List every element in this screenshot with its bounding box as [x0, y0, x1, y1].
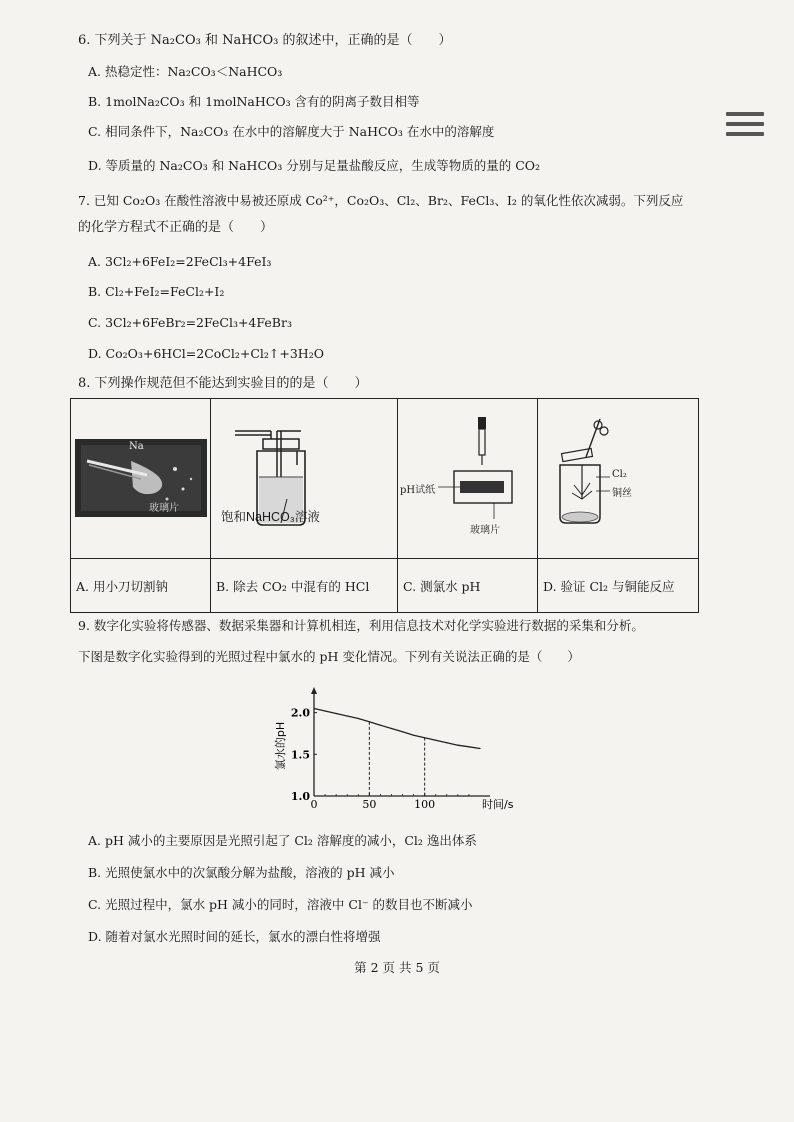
data-point	[336, 713, 337, 714]
q8-image-c-ph-label: pH试纸	[400, 485, 436, 496]
q7-option-a: A. 3Cl₂+6FeI₂=2FeCl₃+4FeI₃	[88, 254, 272, 269]
ph-chart	[268, 684, 514, 814]
q9-stem-line1: 9. 数字化实验将传感器、数据采集器和计算机相连，利用信息技术对化学实验进行数据的采集和分析。	[78, 618, 644, 633]
q8-image-a-na-label: Na	[129, 441, 144, 452]
x-tick-label: 0	[310, 798, 318, 811]
x-axis-label: 时间/s	[482, 798, 514, 811]
data-point	[457, 745, 458, 746]
y-tick-label: 2.0	[290, 706, 310, 720]
q8-image-d	[538, 399, 698, 558]
q6-stem: 6. 下列关于 Na₂CO₃ 和 NaHCO₃ 的叙述中，正确的是（ ）	[78, 33, 452, 48]
q8-image-c-cell	[398, 399, 538, 559]
y-axis-label: 氯水的pH	[274, 721, 287, 771]
q8-image-a-plate-label: 玻璃片	[149, 503, 179, 514]
hamburger-menu-icon[interactable]	[726, 112, 764, 144]
q8-caption-d: D. 验证 Cl₂ 与铜能反应	[538, 559, 699, 613]
q9-option-d: D. 随着对氯水光照时间的延长，氯水的漂白性将增强	[88, 929, 381, 944]
q7-option-d: D. Co₂O₃+6HCl=2CoCl₂+Cl₂↑+3H₂O	[88, 346, 324, 361]
ph-series-line	[314, 709, 480, 749]
data-point	[380, 725, 381, 726]
q9-stem-line2: 下图是数字化实验得到的光照过程中氯水的 pH 变化情况。下列有关说法正确的是（ ）	[78, 649, 580, 664]
q7-stem-line1: 7. 已知 Co₂O₃ 在酸性溶液中易被还原成 Co²⁺，Co₂O₃、Cl₂、Br₂、FeCl₃、I₂ 的氧化性依次减弱。下列反应	[78, 193, 684, 208]
q8-image-a-cell	[71, 399, 211, 559]
q9-option-c: C. 光照过程中，氯水 pH 减小的同时，溶液中 Cl⁻ 的数目也不断减小	[88, 897, 473, 912]
data-point	[358, 718, 359, 719]
q8-experiment-table	[70, 398, 699, 613]
x-tick-label: 100	[414, 798, 436, 811]
data-point	[479, 748, 480, 749]
q8-image-b	[211, 399, 397, 558]
q9-option-a: A. pH 减小的主要原因是光照引起了 Cl₂ 溶解度的减小，Cl₂ 逸出体系	[88, 833, 477, 848]
ph-chart-svg	[268, 684, 514, 814]
q8-caption-b: B. 除去 CO₂ 中混有的 HCl	[211, 559, 398, 613]
q8-caption-a: A. 用小刀切割钠	[71, 559, 211, 613]
q8-image-d-cell	[538, 399, 699, 559]
q8-image-b-cell	[211, 399, 398, 559]
data-point	[435, 740, 436, 741]
q7-stem-line2: 的化学方程式不正确的是（ ）	[78, 220, 274, 235]
x-tick-label: 50	[362, 798, 377, 811]
data-point	[424, 737, 425, 738]
q6-option-a: A. 热稳定性：Na₂CO₃＜NaHCO₃	[88, 64, 283, 79]
page-footer: 第 2 页 共 5 页	[354, 960, 440, 975]
q8-image-d-cl2-label: Cl₂	[612, 469, 627, 480]
data-point	[413, 735, 414, 736]
q8-image-d-cu-label: 铜丝	[612, 488, 632, 499]
data-point	[468, 746, 469, 747]
q6-option-b: B. 1molNa₂CO₃ 和 1molNaHCO₃ 含有的阴离子数目相等	[88, 94, 420, 109]
q8-caption-c: C. 测氯水 pH	[398, 559, 538, 613]
q6-option-c: C. 相同条件下，Na₂CO₃ 在水中的溶解度大于 NaHCO₃ 在水中的溶解度	[88, 124, 495, 139]
data-point	[446, 742, 447, 743]
y-tick-label: 1.0	[290, 790, 310, 803]
data-point	[369, 721, 370, 722]
q8-image-c-glass-label: 玻璃片	[470, 525, 500, 536]
q7-option-b: B. Cl₂+FeI₂=FeCl₂+I₂	[88, 284, 225, 299]
data-point	[391, 728, 392, 729]
y-tick-label: 1.5	[290, 748, 310, 762]
data-point	[402, 731, 403, 732]
q9-option-b: B. 光照使氯水中的次氯酸分解为盐酸，溶液的 pH 减小	[88, 865, 395, 880]
y-axis-arrow	[311, 687, 317, 694]
data-point	[313, 708, 314, 709]
q7-option-c: C. 3Cl₂+6FeBr₂=2FeCl₃+4FeBr₃	[88, 315, 292, 330]
q6-option-d: D. 等质量的 Na₂CO₃ 和 NaHCO₃ 分别与足量盐酸反应，生成等物质的量的 CO₂	[88, 158, 541, 173]
q8-image-b-label: 饱和NaHCO₃溶液	[221, 510, 320, 524]
q8-image-c	[398, 399, 537, 558]
q8-stem: 8. 下列操作规范但不能达到实验目的的是（ ）	[78, 376, 368, 391]
q8-image-a	[71, 399, 210, 558]
data-point	[324, 710, 325, 711]
data-point	[347, 715, 348, 716]
